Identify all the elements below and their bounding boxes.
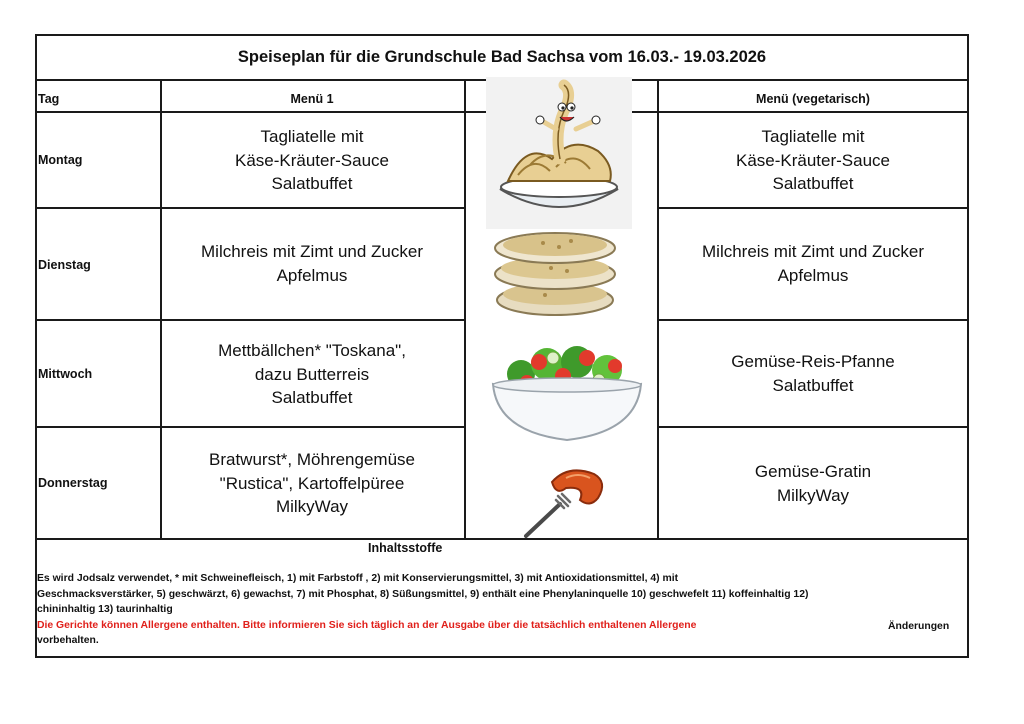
divider — [657, 319, 969, 321]
sausage-fork-icon — [512, 460, 612, 542]
day-label-mittwoch: Mittwoch — [38, 367, 93, 381]
dish-line: MilkyWay — [275, 497, 349, 516]
notes-line: chininhaltig 13) taurinhaltig — [37, 604, 173, 615]
dish-line: Bratwurst*, Möhrengemüse — [209, 450, 415, 469]
veg-mittwoch — [657, 350, 969, 397]
dish-line: Gemüse-Reis-Pfanne — [731, 352, 895, 371]
divider — [35, 207, 465, 209]
dish-line: Apfelmus — [777, 265, 849, 285]
divider — [35, 426, 465, 428]
notes-line: Geschmacksverstärker, 5) geschwärzt, 6) gewachst, 7) mit Phosphat, 8) Süßungsmittel, 9) enthält eine Phenylaninquelle 10) geschwefelt 11) koffeinhaltig 12) — [37, 588, 809, 600]
menu1-montag — [160, 125, 464, 196]
dish-line: Tagliatelle mit — [260, 127, 364, 146]
dish-line: Käse-Kräuter-Sauce — [735, 150, 891, 170]
dish-line: Gemüse-Gratin — [754, 462, 872, 481]
rice-pudding-icon — [485, 228, 625, 324]
changes-word: Änderungen — [888, 621, 950, 632]
dish-line: Salatbuffet — [271, 388, 353, 407]
divider — [35, 319, 465, 321]
veg-montag — [657, 125, 969, 196]
dish-line: Käse-Kräuter-Sauce — [234, 150, 390, 170]
day-label-dienstag: Dienstag — [38, 258, 91, 272]
dish-line: Milchreis mit Zimt und Zucker — [702, 242, 924, 261]
dish-line: Apfelmus — [276, 265, 348, 285]
dish-line: Milchreis mit Zimt und Zucker — [201, 242, 423, 261]
ingredients-heading: Inhaltsstoffe — [368, 541, 443, 555]
day-label-montag: Montag — [38, 153, 83, 167]
menu1-donnerstag — [160, 448, 464, 519]
divider — [464, 79, 466, 539]
column-header-vegetarian: Menü (vegetarisch) — [756, 92, 870, 106]
ingredients-notes — [37, 571, 965, 649]
menu1-dienstag — [160, 240, 464, 287]
page-title: Speiseplan für die Grundschule Bad Sachsa vom 16.03.- 19.03.2026 — [237, 48, 767, 66]
column-header-day: Tag — [38, 92, 60, 106]
veg-dienstag — [657, 240, 969, 287]
pasta-icon — [486, 77, 632, 229]
dish-line: Salatbuffet — [772, 174, 854, 193]
salad-bowl-icon — [487, 336, 647, 448]
dish-line: MilkyWay — [776, 485, 850, 505]
divider — [35, 538, 969, 540]
allergen-warning: Die Gerichte können Allergene enthalten. Bitte informieren Sie sich täglich an der Ausgabe über die tatsächlich enthaltenen Allergene — [37, 619, 697, 631]
divider — [657, 207, 969, 209]
veg-donnerstag — [657, 460, 969, 507]
dish-line: dazu Butterreis — [254, 364, 370, 384]
dish-line: Salatbuffet — [772, 375, 854, 395]
dish-line: Salatbuffet — [271, 174, 353, 193]
divider — [657, 426, 969, 428]
day-label-donnerstag: Donnerstag — [38, 476, 108, 490]
menu1-mittwoch — [160, 339, 464, 410]
column-header-menu1: Menü 1 — [290, 92, 334, 106]
dish-line: "Rustica", Kartoffelpüree — [219, 473, 405, 493]
changes-reserved: vorbehalten. — [37, 635, 99, 646]
dish-line: Mettbällchen* "Toskana", — [218, 341, 406, 360]
notes-line: Es wird Jodsalz verwendet, * mit Schweinefleisch, 1) mit Farbstoff , 2) mit Konservierungsmittel, 3) mit Antioxidationsmittel, 4) mit — [37, 573, 679, 584]
dish-line: Tagliatelle mit — [761, 127, 865, 146]
